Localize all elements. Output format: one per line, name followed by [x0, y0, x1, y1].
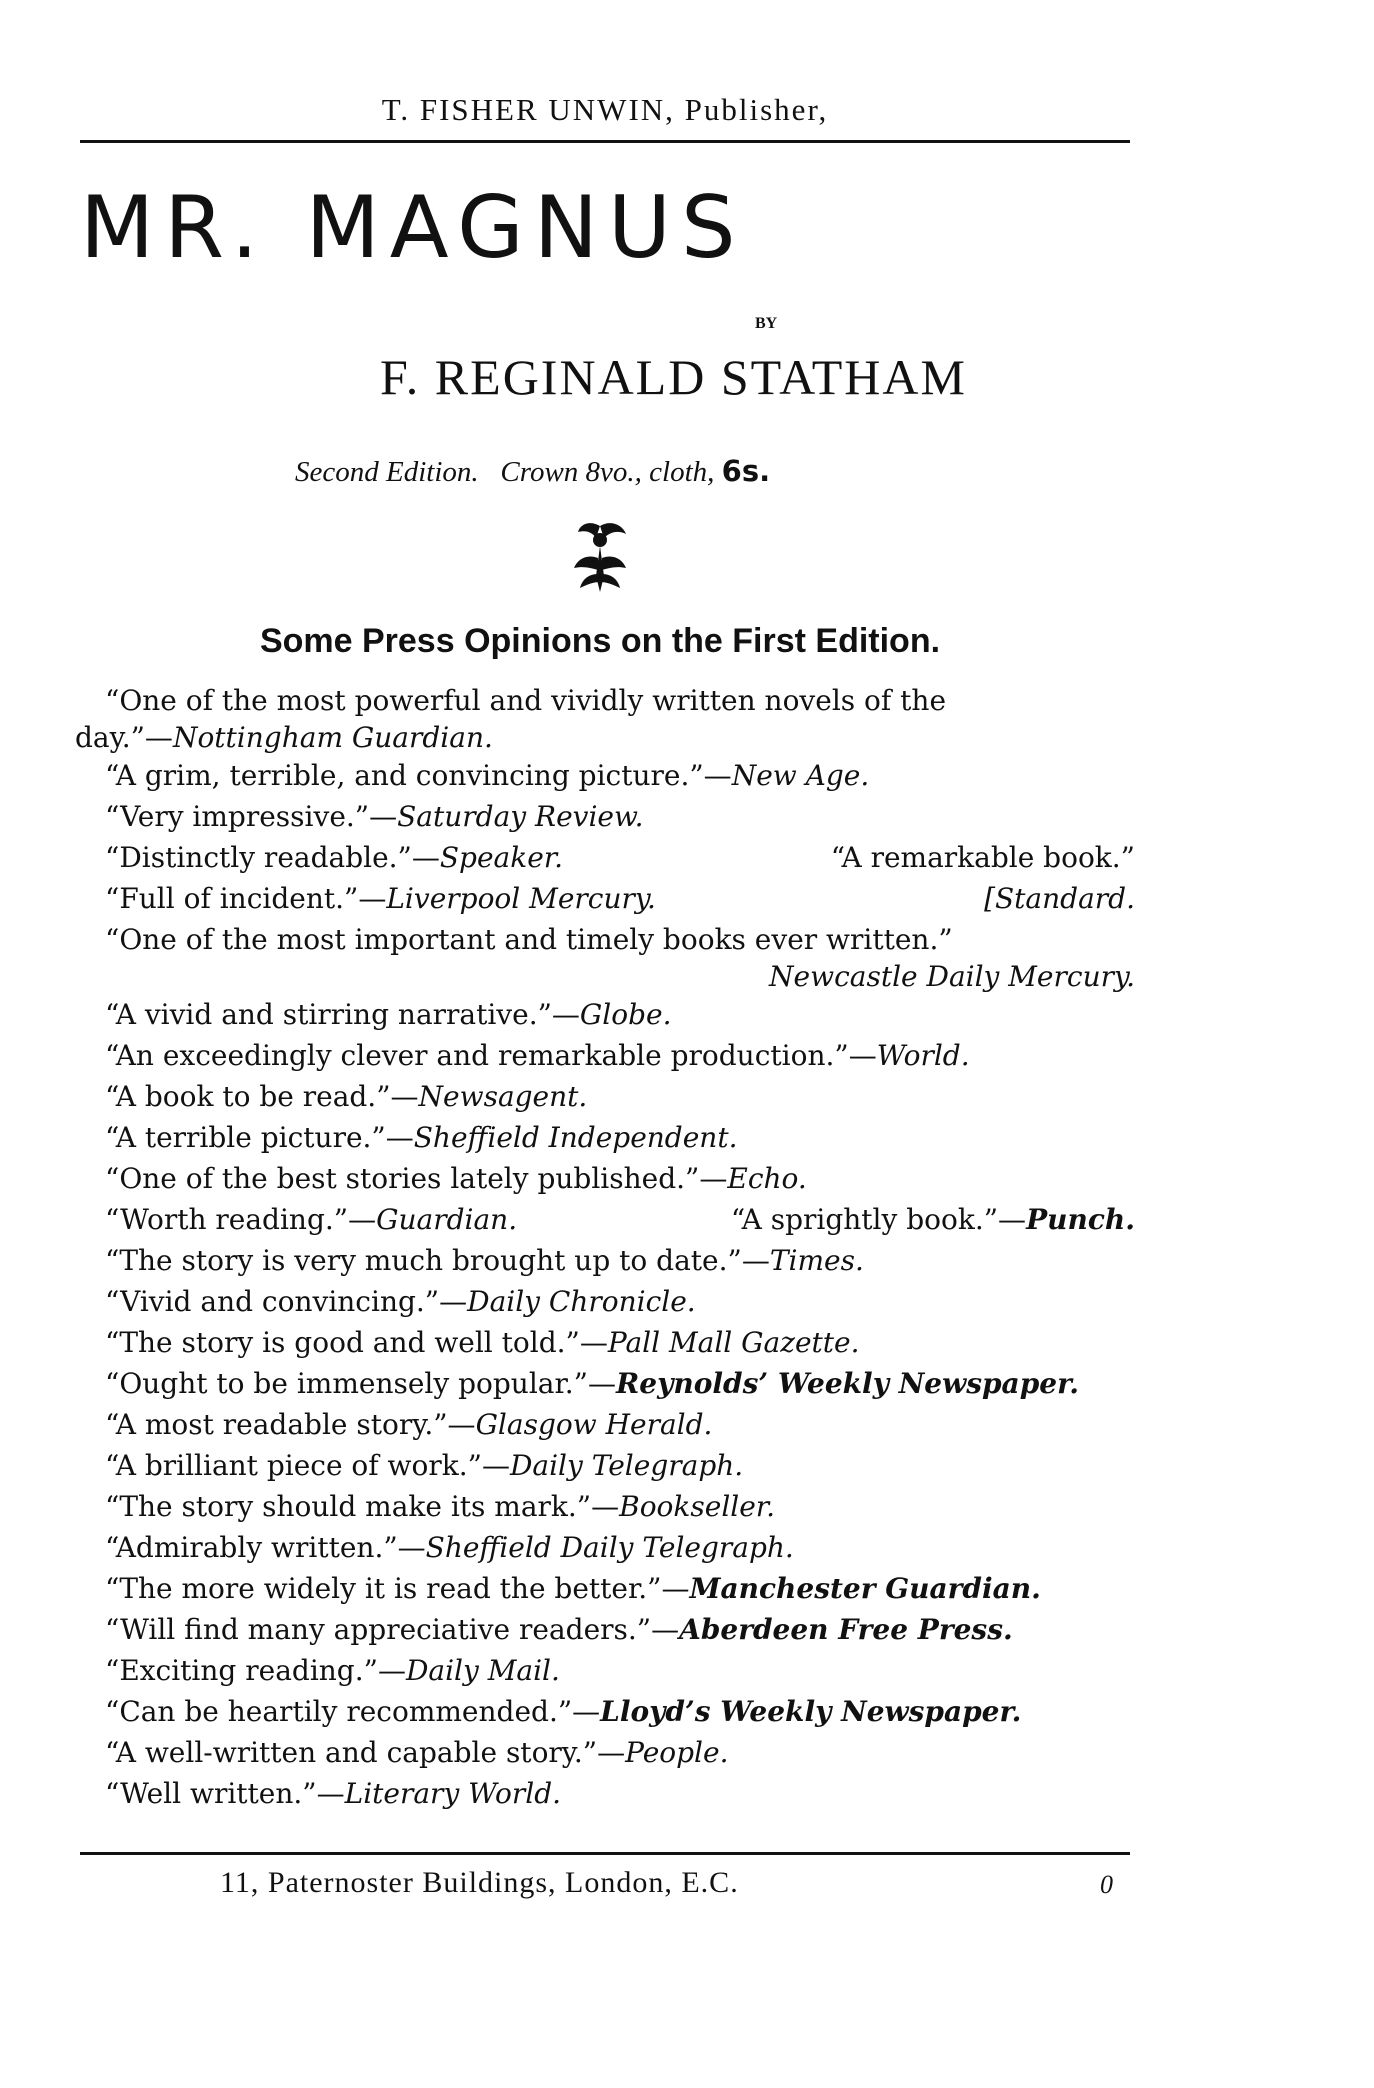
opinion-source: Daily Chronicle. [467, 1285, 696, 1318]
opinion-line [75, 1732, 1135, 1773]
opinion-source: Nottingham Guardian. [172, 721, 493, 754]
opinion-source: Globe. [579, 998, 672, 1031]
opinion-source: Echo. [727, 1162, 807, 1195]
opinion-quote: “Very impressive.”— [105, 800, 398, 833]
opinion-line [75, 919, 1135, 960]
top-rule [80, 140, 1130, 143]
opinion-source: Glasgow Herald. [475, 1408, 713, 1441]
opinion-line [75, 1117, 1135, 1158]
opinion-line [75, 1199, 1135, 1240]
opinion-source: Newsagent. [418, 1080, 588, 1113]
opinion-line [75, 1404, 1135, 1445]
opinion-source: Sheffield Independent. [413, 1121, 738, 1154]
opinion-quote: “An exceedingly clever and remarkable production.”— [105, 1039, 877, 1072]
opinion-source: Reynolds’ Weekly Newspaper. [616, 1367, 1080, 1400]
opinion-source: Newcastle Daily Mercury. [769, 960, 1135, 993]
opinion-line [75, 1773, 1135, 1814]
floral-ornament-icon [560, 518, 640, 598]
opinion-source: Manchester Guardian. [689, 1572, 1041, 1605]
book-title: MR. MAGNUS [80, 178, 746, 278]
page-mark: 0 [1100, 1870, 1113, 1899]
opinion-source: Punch. [1026, 1203, 1135, 1236]
edition-text: Second Edition. [295, 456, 479, 488]
opinion-line [75, 1691, 1135, 1732]
author-name: F. REGINALD STATHAM [380, 349, 967, 405]
opinion-quote: “The story is good and well told.”— [105, 1326, 608, 1359]
opinion-quote: “The more widely it is read the better.”— [105, 1572, 690, 1605]
format-text: Crown 8vo., cloth, [500, 456, 715, 488]
opinion-line [75, 1240, 1135, 1281]
opinion-source: Saturday Review. [397, 800, 644, 833]
price-text: 6s. [721, 454, 771, 488]
opinion-source: [Standard. [984, 882, 1135, 915]
opinion-quote: “A book to be read.”— [105, 1080, 419, 1113]
edition-line [295, 454, 770, 489]
opinion-source: World. [876, 1039, 970, 1072]
opinion-source: Aberdeen Free Press. [679, 1613, 1013, 1646]
opinion-line [75, 1486, 1135, 1527]
opinion-quote: day.”— [75, 721, 173, 754]
opinion-quote: “Worth reading.”— [105, 1203, 377, 1236]
opinion-line [75, 960, 1135, 994]
opinion-source: Bookseller. [619, 1490, 776, 1523]
press-opinions-heading: Some Press Opinions on the First Edition. [259, 622, 941, 660]
opinion-source: Sheffield Daily Telegraph. [425, 1531, 794, 1564]
opinion-quote: “One of the best stories lately published.”— [105, 1162, 728, 1195]
opinion-source: People. [625, 1736, 729, 1769]
opinion-quote: “Full of incident.”— [105, 882, 387, 915]
opinion-line [75, 1363, 1135, 1404]
opinion-quote: “Can be heartily recommended.”— [105, 1695, 601, 1728]
opinion-quote: “Exciting reading.”— [105, 1654, 406, 1687]
opinion-quote: “Ought to be immensely popular.”— [105, 1367, 616, 1400]
opinion-line [75, 1322, 1135, 1363]
opinion-quote: “A grim, terrible, and convincing picture.”— [105, 759, 732, 792]
opinion-line [75, 994, 1135, 1035]
press-opinions-list [75, 680, 1135, 1814]
opinion-quote: “The story is very much brought up to date.”— [105, 1244, 770, 1277]
opinion-source: New Age. [731, 759, 870, 792]
opinion-quote: “Vivid and convincing.”— [105, 1285, 468, 1318]
opinion-quote: “A brilliant piece of work.”— [105, 1449, 510, 1482]
opinion-line [75, 680, 1135, 721]
opinion-quote: “A vivid and stirring narrative.”— [105, 998, 580, 1031]
opinion-line [75, 721, 1135, 755]
opinion-quote: “A remarkable book.” [830, 841, 1135, 874]
opinion-source: Liverpool Mercury. [386, 882, 656, 915]
opinion-source: Daily Telegraph. [509, 1449, 744, 1482]
opinion-source: Speaker. [439, 841, 563, 874]
opinion-quote: “A well-written and capable story.”— [105, 1736, 626, 1769]
opinion-line [75, 837, 1135, 878]
opinion-source: Times. [769, 1244, 864, 1277]
opinion-source: Daily Mail. [405, 1654, 560, 1687]
opinion-quote: “Distinctly readable.”— [105, 841, 440, 874]
opinion-quote: “One of the most important and timely books ever written.” [105, 923, 953, 956]
opinion-quote: “A sprightly book.”— [730, 1203, 1027, 1236]
opinion-source: Pall Mall Gazette. [607, 1326, 860, 1359]
opinion-line [75, 1076, 1135, 1117]
opinion-quote: “Will find many appreciative readers.”— [105, 1613, 680, 1646]
opinion-line [75, 1609, 1135, 1650]
opinion-quote: “A terrible picture.”— [105, 1121, 414, 1154]
opinion-quote: “One of the most powerful and vividly written novels of the [105, 684, 947, 717]
opinion-line [75, 1281, 1135, 1322]
bottom-rule [80, 1852, 1130, 1855]
opinion-source: Guardian. [376, 1203, 518, 1236]
publisher-header: T. FISHER UNWIN, Publisher, [381, 92, 829, 127]
opinion-quote: “Admirably written.”— [105, 1531, 426, 1564]
opinion-line [75, 1568, 1135, 1609]
by-label: BY [755, 315, 778, 332]
opinion-line [75, 796, 1135, 837]
opinion-line [75, 1035, 1135, 1076]
publisher-address: 11, Paternoster Buildings, London, E.C. [220, 1866, 739, 1899]
opinion-line [75, 1158, 1135, 1199]
opinion-line [75, 1445, 1135, 1486]
opinion-source: Lloyd’s Weekly Newspaper. [600, 1695, 1022, 1728]
opinion-line [75, 878, 1135, 919]
opinion-quote: “A most readable story.”— [105, 1408, 476, 1441]
opinion-source: Literary World. [344, 1777, 562, 1810]
opinion-quote: “Well written.”— [105, 1777, 345, 1810]
opinion-line [75, 755, 1135, 796]
opinion-line [75, 1650, 1135, 1691]
opinion-quote: “The story should make its mark.”— [105, 1490, 620, 1523]
opinion-line [75, 1527, 1135, 1568]
